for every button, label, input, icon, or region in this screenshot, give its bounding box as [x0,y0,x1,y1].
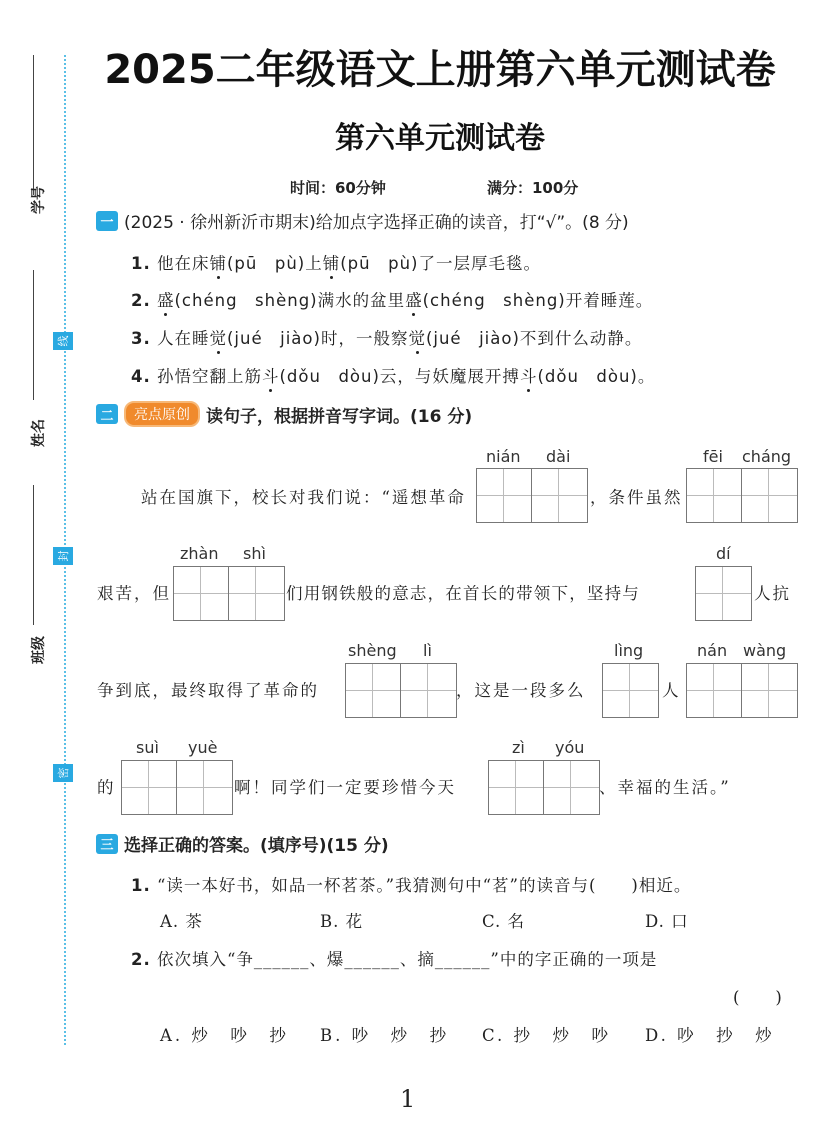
section-title: 选择正确的答案。(填序号)(15 分) [124,836,389,856]
q2-option-b[interactable]: B. 吵 炒 抄 [320,1026,450,1045]
sentence-text: 、幸福的生活。” [599,778,731,797]
section-title: (2025 · 徐州新沂市期末)给加点字选择正确的读音，打“√”。(8 分) [124,213,629,233]
section-2-header [96,401,472,427]
pinyin: lì [423,641,432,660]
question-text: 依次填入“争______、爆______、摘______”中的字正确的一项是 [157,950,658,969]
pinyin: shèng [348,641,397,660]
sentence-text: (dǒu dòu)云，与妖魔展开搏 [279,367,520,386]
pinyin: fēi [703,447,723,466]
section-badge: 三 [96,834,118,854]
pinyin: zì [512,738,525,757]
dotted-character: 觉 [209,329,227,348]
name-label: 姓名 [31,419,47,447]
section-3-header [96,831,389,856]
sentence-text: (pū pù)了一层厚毛毯。 [340,254,541,273]
question-text: “读一本好书，如品一杯茗茶。”我猜测句中“茗”的读音与( )相近。 [157,876,692,895]
question-item [131,250,541,274]
class-label: 班级 [31,636,47,664]
writing-box-di[interactable] [695,566,752,621]
question-number: 4. [131,367,151,386]
page-number: 1 [400,1085,416,1113]
question-number: 1. [131,254,151,273]
sentence-text: 人在睡 [157,329,210,348]
question-2 [131,946,657,970]
section-badge: 一 [96,211,118,231]
sentence-text: 们用钢铁般的意志，在首长的带领下，坚持与 [286,584,640,603]
pinyin: nán [697,641,728,660]
pinyin: yuè [188,738,218,757]
class-line [33,485,34,625]
writing-box-fei-chang[interactable] [686,468,798,523]
sentence-text: 争到底，最终取得了革命的 [97,681,319,700]
section-title: 读句子，根据拼音写字词。(16 分) [206,406,473,427]
question-number: 2. [131,950,151,969]
q1-option-c[interactable]: C. 名 [482,912,526,931]
answer-paren[interactable]: ( ) [733,988,783,1007]
pinyin: yóu [555,738,585,757]
writing-box-nan-wang[interactable] [686,663,798,718]
writing-box-sheng-li[interactable] [345,663,457,718]
pinyin: suì [136,738,159,757]
sentence-text: 的 [97,778,116,797]
pinyin: wàng [743,641,787,660]
dotted-character: 斗 [262,367,280,386]
question-number: 1. [131,876,151,895]
pinyin: cháng [742,447,792,466]
seal-seal-mark: 封 [53,547,73,565]
sentence-text: 他在床 [157,254,210,273]
highlight-tag: 亮点原创 [124,401,200,427]
dotted-character: 铺 [209,254,227,273]
question-number: 3. [131,329,151,348]
sentence-text: 人 [662,681,681,700]
seal-line-mark: 线 [53,332,73,350]
student-id-label: 学号 [31,186,47,214]
q1-option-b[interactable]: B. 花 [320,912,364,931]
sentence-text: 孙悟空翻上筋 [157,367,262,386]
q2-option-c[interactable]: C. 抄 炒 吵 [482,1026,612,1045]
time-limit: 时间：60分钟 [290,179,386,197]
sentence-text: ，条件虽然 [590,488,683,507]
document-title: 2025二年级语文上册第六单元测试卷 [104,47,776,93]
q1-option-a[interactable]: A. 茶 [160,912,203,931]
question-item [131,287,653,311]
question-number: 2. [131,291,151,310]
sentence-text: 艰苦，但 [97,584,171,603]
pinyin: dài [546,447,571,466]
q1-option-d[interactable]: D. 口 [645,912,689,931]
seal-secret-mark: 密 [53,764,73,782]
dotted-character: 觉 [408,329,426,348]
sentence-text: (dǒu dòu)。 [537,367,656,386]
full-score: 满分：100分 [487,179,579,197]
writing-box-ling[interactable] [602,663,659,718]
document-subtitle: 第六单元测试卷 [335,121,545,156]
pinyin: nián [486,447,521,466]
question-1 [131,872,691,896]
question-item [131,363,655,387]
dotted-character: 盛 [157,291,175,310]
pinyin: zhàn [180,544,219,563]
writing-box-sui-yue[interactable] [121,760,233,815]
sentence-text: (chéng shèng)满水的盆里 [174,291,406,310]
dotted-character: 铺 [322,254,341,273]
sentence-text: 啊！同学们一定要珍惜今天 [234,778,456,797]
q2-option-d[interactable]: D. 吵 抄 炒 [645,1026,775,1045]
dotted-character: 盛 [405,291,423,310]
section-badge: 二 [96,404,118,424]
pinyin: dí [716,544,731,563]
name-line [33,270,34,400]
sentence-text: (jué jiào)时，一般察 [227,329,409,348]
sentence-text: (chéng shèng)开着睡莲。 [422,291,654,310]
question-item [131,325,642,349]
sentence-text: ，这是一段多么 [456,681,586,700]
dotted-character: 斗 [519,367,538,386]
sentence-text: 站在国旗下，校长对我们说：“遥想革命 [141,488,466,507]
writing-box-zhan-shi[interactable] [173,566,285,621]
pinyin: lìng [614,641,644,660]
sentence-text: (pū pù)上 [227,254,323,273]
sentence-text: 人抗 [754,584,791,603]
section-1-header [96,208,629,233]
writing-box-nian-dai[interactable] [476,468,588,523]
sentence-text: (jué jiào)不到什么动静。 [425,329,643,348]
writing-box-zi-you[interactable] [488,760,600,815]
q2-option-a[interactable]: A. 炒 吵 抄 [160,1026,289,1045]
pinyin: shì [243,544,266,563]
